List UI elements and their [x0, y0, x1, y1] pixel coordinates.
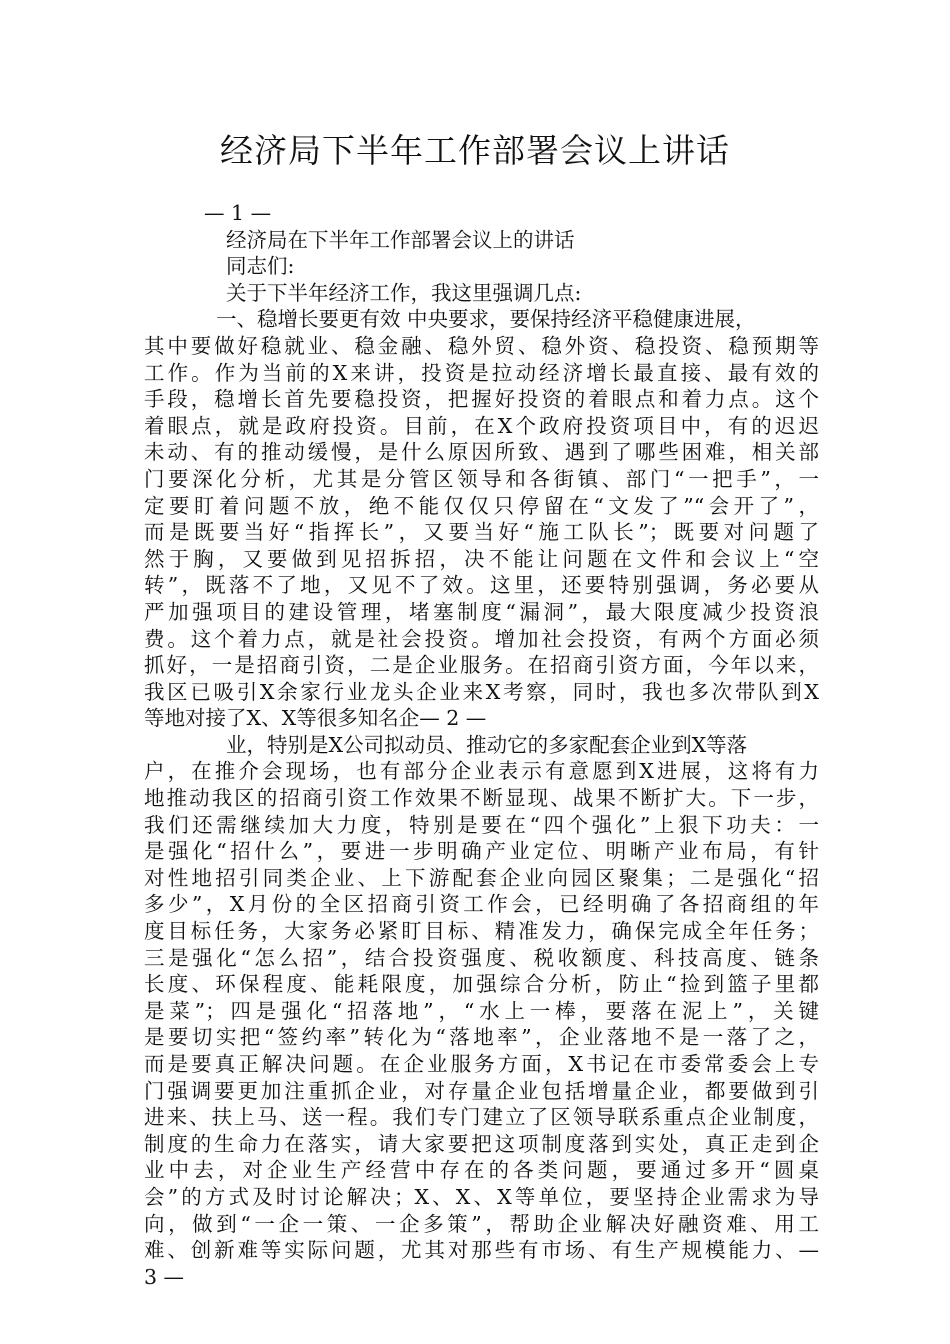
paragraph-line: 转”，既落不了地，又见不了效。这里，还要特别强调，务必要从	[144, 573, 819, 598]
paragraph-line: 长度、环保程度、能耗限度，加强综合分析，防止“捡到篮子里都	[144, 972, 819, 997]
page-marker: — 1 —	[204, 201, 272, 225]
paragraph-line: 我区已吸引X余家行业龙头企业来X考察，同时，我也多次带队到X	[144, 679, 819, 704]
paragraph-line: 严加强项目的建设管理，堵塞制度“漏洞”，最大限度减少投资浪	[144, 599, 819, 624]
salutation-line: 同志们:	[226, 254, 295, 279]
paragraph-line: 会”的方式及时讨论解决；X、X、X等单位，要坚持企业需求为导	[144, 1184, 819, 1209]
page-marker: 3 —	[144, 1264, 185, 1289]
document-body	[144, 200, 819, 1290]
paragraph-line: 手段，稳增长首先要稳投资，把握好投资的着眼点和着力点。这个	[144, 387, 819, 412]
paragraph-line: 向，做到“一企一策、一企多策”，帮助企业解决好融资难、用工	[144, 1211, 819, 1236]
paragraph-line: 进来、扶上马、送一程。我们专门建立了区领导联系重点企业制度，	[144, 1105, 819, 1130]
paragraph-line: 地推动我区的招商引资工作效果不断显现、战果不断扩大。下一步，	[144, 786, 819, 811]
paragraph-line: 着眼点，就是政府投资。目前，在X个政府投资项目中，有的迟迟	[144, 413, 819, 438]
paragraph-line: 是要切实把“签约率”转化为“落地率”，企业落地不是一落了之，	[144, 1025, 819, 1050]
paragraph-line: 难、创新难等实际问题，尤其对那些有市场、有生产规模能力、—	[144, 1238, 819, 1263]
paragraph-line: 抓好，一是招商引资，二是企业服务。在招商引资方面，今年以来，	[144, 653, 819, 678]
paragraph-line: 制度的生命力在落实，请大家要把这项制度落到实处，真正走到企	[144, 1131, 819, 1156]
paragraph-line: 未动、有的推动缓慢，是什么原因所致、遇到了哪些困难，相关部	[144, 440, 819, 465]
paragraph-line: 工作。作为当前的X来讲，投资是拉动经济增长最直接、最有效的	[144, 360, 819, 385]
paragraph-line: 度目标任务，大家务必紧盯目标、精准发力，确保完成全年任务；	[144, 919, 819, 944]
paragraph-line: 我们还需继续加大力度，特别是要在“四个强化”上狠下功夫：一	[144, 812, 819, 837]
document-title: 经济局下半年工作部署会议上讲话	[220, 131, 730, 170]
paragraph-line: 门强调要更加注重抓企业，对存量企业包括增量企业，都要做到引	[144, 1078, 819, 1103]
paragraph-line: 其中要做好稳就业、稳金融、稳外贸、稳外资、稳投资、稳预期等	[144, 333, 819, 358]
paragraph-line: 而是要真正解决问题。在企业服务方面，X书记在市委常委会上专	[144, 1052, 819, 1076]
paragraph-line: 费。这个着力点，就是社会投资。增加社会投资，有两个方面必须	[144, 626, 819, 651]
paragraph-line: 三是强化“怎么招”，结合投资强度、税收额度、科技高度、链条	[144, 945, 819, 970]
paragraph-line: 是强化“招什么”，要进一步明确产业定位、明晰产业布局，有针	[144, 839, 819, 864]
paragraph-line: 户，在推介会现场，也有部分企业表示有意愿到X进展，这将有力	[144, 759, 819, 784]
paragraph-line: 是菜”；四是强化“招落地”，“水上一棒，要落在泥上”，关键	[144, 998, 819, 1023]
paragraph-line: 然于胸，又要做到见招拆招，决不能让问题在文件和会议上“空	[144, 546, 819, 571]
paragraph-line: 业中去，对企业生产经营中存在的各类问题，要通过多开“圆桌	[144, 1158, 819, 1183]
paragraph-line: 业，特别是X公司拟动员、推动它的多家配套企业到X等落	[226, 732, 748, 757]
paragraph-line: 定要盯着问题不放，绝不能仅仅只停留在“文发了”“会开了”，	[144, 493, 819, 518]
paragraph-line: 门要深化分析，尤其是分管区领导和各街镇、部门“一把手”，一	[144, 466, 819, 491]
paragraph-line: 等地对接了X、X等很多知名企— 2 —	[144, 706, 487, 731]
subtitle-line: 经济局在下半年工作部署会议上的讲话	[226, 227, 575, 252]
paragraph-line: 而是既要当好“指挥长”，又要当好“施工队长”；既要对问题了	[144, 520, 819, 545]
paragraph-line: 对性地招引同类企业、上下游配套企业向园区聚集；二是强化“招	[144, 865, 819, 890]
intro-line: 关于下半年经济工作，我这里强调几点:	[226, 280, 582, 305]
paragraph-line: 一、稳增长要更有效 中央要求，要保持经济平稳健康进展，	[216, 307, 756, 332]
paragraph-line: 多少”，X月份的全区招商引资工作会，已经明确了各招商组的年	[144, 892, 819, 917]
